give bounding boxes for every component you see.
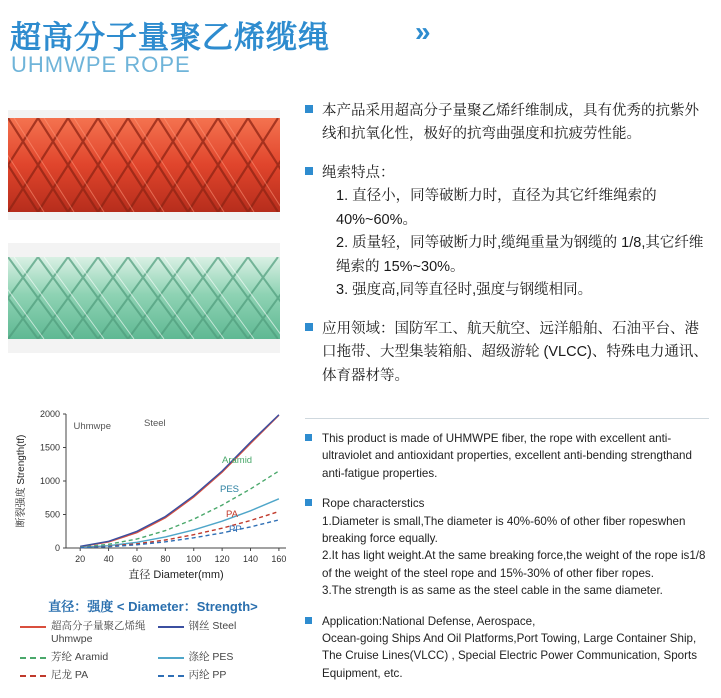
- svg-text:Steel: Steel: [144, 418, 166, 429]
- line-swatch-icon: [20, 626, 46, 628]
- red-rope-graphic: [8, 110, 280, 220]
- page-title: 超高分子量聚乙烯缆绳: [10, 20, 330, 55]
- svg-text:120: 120: [214, 554, 230, 564]
- feature-item-en-3: 3.The strength is as same as the steel cable in the same diameter.: [322, 584, 663, 598]
- legend-item-steel: [158, 620, 296, 646]
- svg-text:60: 60: [131, 554, 142, 564]
- feature-item-en-1: 1.Diameter is small,The diameter is 40%-60% of other fiber ropeswhen breaking force equally.: [322, 514, 686, 545]
- svg-text:160: 160: [271, 554, 287, 564]
- legend-item-pp: [158, 669, 296, 682]
- features-heading-en: Rope characterstics: [322, 497, 425, 511]
- svg-text:20: 20: [75, 554, 86, 564]
- svg-text:直径 Diameter(mm): 直径 Diameter(mm): [128, 569, 224, 581]
- section-divider: [305, 418, 709, 419]
- legend-label-pes: 涤纶 PES: [188, 651, 234, 664]
- svg-text:140: 140: [243, 554, 259, 564]
- green-rope-photo: [8, 243, 280, 353]
- legend-item-aramid: [20, 651, 158, 664]
- line-swatch-icon: [158, 657, 184, 659]
- chevron-double-right-icon: »: [415, 16, 431, 47]
- content-chinese: [305, 100, 713, 403]
- legend-item-uhmwpe: [20, 620, 158, 646]
- features-block: [305, 162, 713, 303]
- feature-item-3: 3. 强度高,同等直径时,强度与钢缆相同。: [336, 282, 593, 299]
- line-swatch-icon: [20, 657, 46, 659]
- svg-text:PP: PP: [229, 524, 242, 535]
- applications-block: [305, 318, 713, 388]
- line-swatch-icon: [158, 675, 184, 677]
- svg-text:40: 40: [103, 554, 114, 564]
- page-subtitle: UHMWPE ROPE: [11, 52, 191, 77]
- legend-item-pes: [158, 651, 296, 664]
- green-rope-graphic: [8, 243, 280, 353]
- svg-text:500: 500: [44, 509, 60, 520]
- red-rope-photo: [8, 110, 280, 220]
- svg-text:1500: 1500: [39, 442, 60, 453]
- applications-text: 应用领域：国防军工、航天航空、远洋船舶、石油平台、港口拖带、大型集装箱船、超级游轮 (VLCC)、特殊电力通讯、体育器材等。: [322, 320, 708, 384]
- feature-item-1: 1. 直径小，同等破断力时，直径为其它纤维绳索的40%~60%。: [336, 188, 657, 228]
- svg-text:2000: 2000: [39, 409, 60, 419]
- svg-text:断裂强度 Strength(tf): 断裂强度 Strength(tf): [16, 434, 27, 528]
- svg-text:Uhmwpe: Uhmwpe: [73, 421, 111, 432]
- legend-item-pa: [20, 669, 158, 682]
- svg-text:Aramid: Aramid: [222, 455, 253, 466]
- legend-label-aramid: 芳纶 Aramid: [51, 651, 109, 664]
- line-swatch-icon: [158, 626, 184, 628]
- intro-block: [305, 100, 713, 147]
- svg-text:PA: PA: [226, 509, 238, 520]
- applications-text-en-1: Application:National Defense, Aerospace,: [322, 614, 536, 628]
- legend-label-pa: 尼龙 PA: [51, 669, 89, 682]
- feature-item-2: 2. 质量轻，同等破断力时,缆绳重量为钢缆的 1/8,其它纤维绳索的 15%~30%。: [336, 235, 704, 275]
- applications-block-en: [305, 613, 713, 683]
- legend-label-pp: 丙纶 PP: [188, 669, 227, 682]
- svg-text:80: 80: [160, 554, 171, 564]
- svg-text:PES: PES: [220, 484, 240, 495]
- legend-label-uhmwpe: 超高分子量聚乙烯绳 Uhmwpe: [51, 620, 146, 646]
- intro-block-en: [305, 430, 713, 482]
- svg-text:1000: 1000: [39, 476, 60, 486]
- chart-caption: 直径：强度 < Diameter：Strength>: [48, 599, 258, 614]
- intro-text: 本产品采用超高分子量聚乙烯纤维制成，具有优秀的抗紫外线和抗氧化性，极好的抗弯曲强度和抗疲劳性能。: [322, 103, 699, 143]
- chart-legend: [20, 620, 295, 688]
- feature-item-en-2: 2.It has light weight.At the same breaking force,the weight of the rope is1/8 of the weight of the steel rope and 15%-30% of other fiber ropes.: [322, 549, 706, 580]
- svg-text:100: 100: [186, 554, 202, 564]
- content-english: [305, 430, 713, 695]
- line-swatch-icon: [20, 675, 46, 677]
- legend-label-steel: 钢丝 Steel: [188, 620, 237, 632]
- applications-text-en-2: Ocean-going Ships And Oil Platforms,Port Towing, Large Container Ship, The Cruise Lines(VLCC) , Special Electric Power Communication, Sports Equipment, etc.: [322, 631, 698, 680]
- features-heading: 绳索特点：: [322, 164, 395, 181]
- features-block-en: [305, 495, 713, 599]
- svg-text:0: 0: [54, 543, 60, 553]
- strength-diameter-chart: [8, 400, 298, 590]
- intro-text-en: This product is made of UHMWPE fiber, the rope with excellent anti-ultraviolet and antioxidant properties, excellent anti-bending strengthand anti-fatigue properties.: [322, 432, 692, 480]
